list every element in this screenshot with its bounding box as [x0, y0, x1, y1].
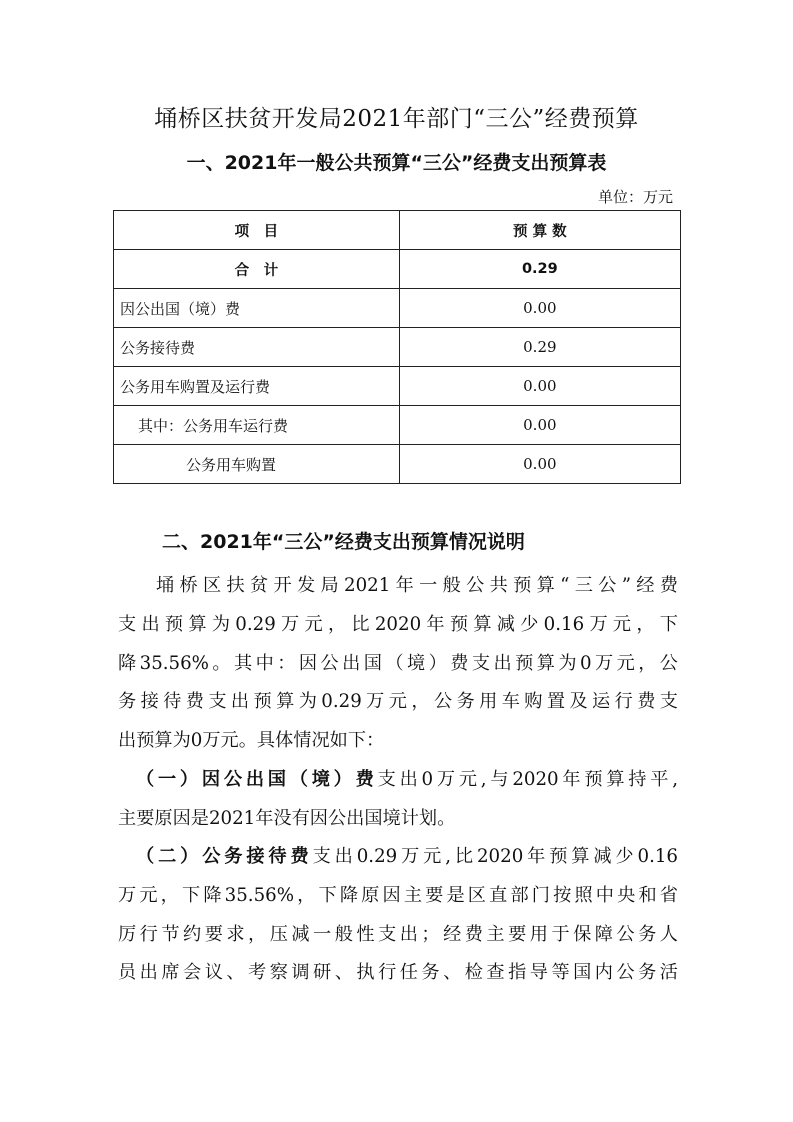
paragraph-line: 支出预算为0.29万元，比2020年预算减少0.16万元，下 — [118, 613, 678, 635]
row-value: 0.00 — [399, 289, 680, 328]
document-title: 埇桥区扶贫开发局2021年部门“三公”经费预算 — [154, 106, 639, 132]
header-amount: 预 算 数 — [399, 211, 680, 250]
paragraph-line: 务接待费支出预算为0.29万元，公务用车购置及运行费支 — [118, 691, 678, 713]
table-row — [114, 289, 681, 328]
row-value: 0.00 — [399, 367, 680, 406]
item2-heading: （二）公务接待费 — [136, 846, 313, 867]
table-header-row — [114, 211, 681, 250]
paragraph-item1 — [118, 761, 678, 839]
row-value: 0.00 — [399, 406, 680, 445]
paragraph-line: 员出席会议、考察调研、执行任务、检查指导等国内公务活 — [118, 962, 678, 984]
row-label: 公务用车购置 — [114, 445, 400, 484]
row-value: 0.29 — [399, 328, 680, 367]
paragraph-line: 万元，下降35.56%，下降原因主要是区直部门按照中央和省 — [118, 884, 678, 906]
paragraph-line: 降35.56%。其中：因公出国（境）费支出预算为0万元，公 — [118, 652, 678, 674]
table-row — [114, 406, 681, 445]
paragraph-line: 埇桥区扶贫开发局2021年一般公共预算“三公”经费 — [156, 575, 678, 596]
table-total-row — [114, 250, 681, 289]
paragraph-line — [118, 838, 678, 877]
paragraph-line — [118, 761, 678, 800]
item1-text: 支出0万元,与2020年预算持平, — [377, 769, 678, 790]
header-item: 项 目 — [114, 211, 400, 250]
table-row — [114, 367, 681, 406]
total-value: 0.29 — [399, 250, 680, 289]
total-label: 合 计 — [114, 250, 400, 289]
row-value: 0.00 — [399, 445, 680, 484]
section1-heading: 一、2021年一般公共预算“三公”经费支出预算表 — [186, 152, 607, 174]
unit-label: 单位：万元 — [597, 188, 673, 206]
budget-table — [113, 210, 681, 484]
row-label: 其中：公务用车运行费 — [114, 406, 400, 445]
paragraph-line: 出预算为0万元。具体情况如下： — [118, 730, 385, 752]
section2-heading: 二、2021年“三公”经费支出预算情况说明 — [162, 531, 525, 553]
row-label: 因公出国（境）费 — [114, 289, 400, 328]
table-row — [114, 328, 681, 367]
paragraph-summary — [118, 567, 678, 761]
paragraph-line: 主要原因是2021年没有因公出国境计划。 — [118, 807, 456, 829]
paragraph-item2 — [118, 838, 678, 993]
row-label: 公务用车购置及运行费 — [114, 367, 400, 406]
paragraph-line: 厉行节约要求，压减一般性支出；经费主要用于保障公务人 — [118, 923, 678, 945]
table-row — [114, 445, 681, 484]
item1-heading: （一）因公出国（境）费 — [136, 769, 378, 790]
item2-text: 支出0.29万元,比2020年预算减少0.16 — [312, 846, 678, 867]
row-label: 公务接待费 — [114, 328, 400, 367]
